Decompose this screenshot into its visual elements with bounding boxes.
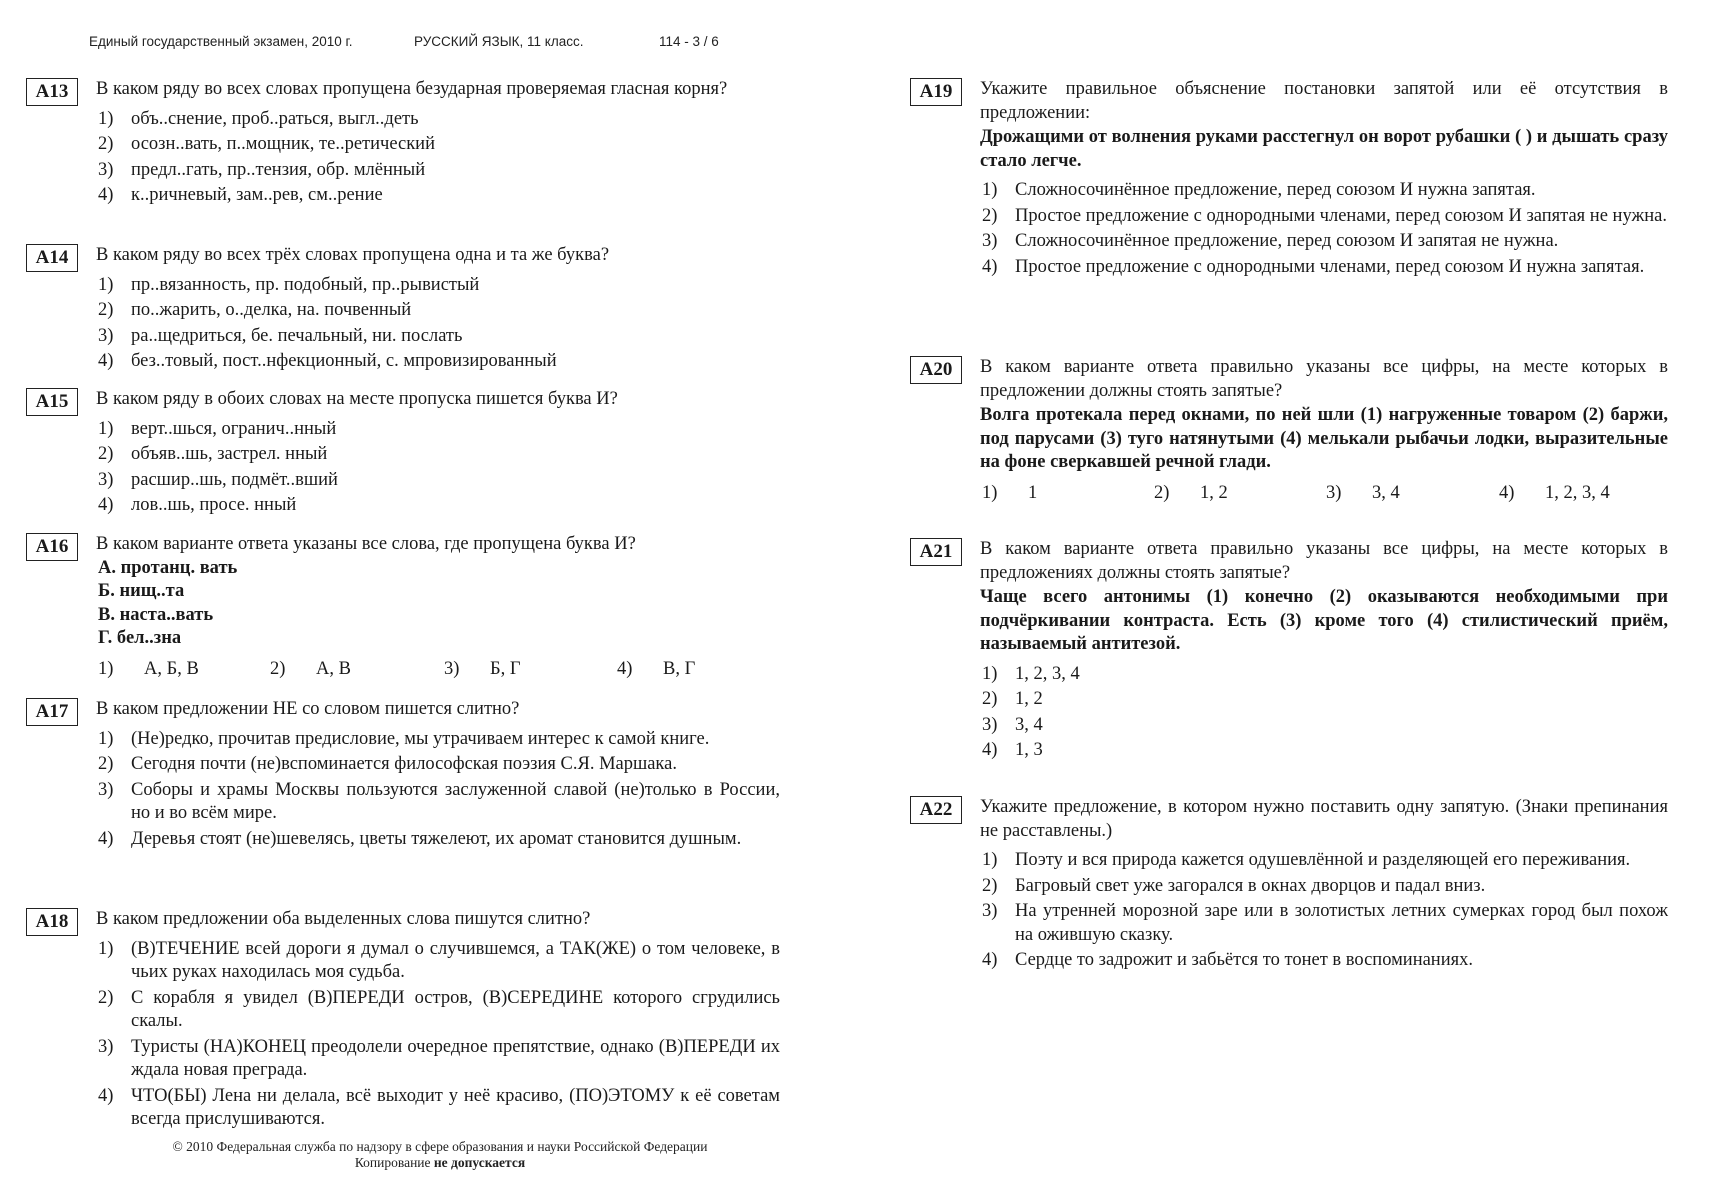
answer-option: 2) осозн..вать, п..мощник, те..ретический xyxy=(98,134,435,154)
exam-title: Единый государственный экзамен, 2010 г. xyxy=(89,34,353,49)
question-a17 xyxy=(26,698,780,851)
example-sentence: Волга протекала перед окнами, по ней шли (1) нагруженные товаром (2) баржи, под парусами (3) туго натянутыми (4) мелькали рыбачьи лодки, выразительные на фоне сверкавшей речной глади. xyxy=(980,405,1668,472)
answer-option: 3) 3, 4 xyxy=(982,714,1043,735)
question-a14 xyxy=(26,244,780,374)
answer-option: 2) по..жарить, о..делка, на. почвенный xyxy=(98,300,412,320)
answer-option: 1) пр..вязанность, пр. подобный, пр..рывистый xyxy=(98,274,480,295)
question-stem: В каком предложении оба выделенных слова пишутся слитно? xyxy=(96,909,591,929)
question-label: А13 xyxy=(26,78,78,106)
question-a21 xyxy=(910,538,1668,763)
question-a20 xyxy=(910,356,1668,506)
question-label: А21 xyxy=(910,538,962,566)
word-item: А. протанц. вать xyxy=(98,557,238,578)
answer-option: 2) Багровый свет уже загорался в окнах дворцов и падал вниз. xyxy=(982,875,1486,896)
page-footer xyxy=(90,1139,790,1171)
question-stem: В каком предложении НЕ со словом пишется слитно? xyxy=(96,699,520,719)
question-label: А20 xyxy=(910,356,962,384)
answer-option: 1) (Не)редко, прочитав предисловие, мы утрачиваем интерес к самой книге. xyxy=(98,728,710,749)
answer-option: 2) А, В xyxy=(270,658,351,679)
answer-option: 1) 1 xyxy=(982,482,1038,503)
answer-option: 4) Деревья стоят (не)шевелясь, цветы тяжелеют, их аромат становится душным. xyxy=(98,828,742,849)
question-label: А14 xyxy=(26,244,78,272)
answer-option: 3) предл..гать, пр..тензия, обр. млённый xyxy=(98,159,426,180)
question-a19 xyxy=(910,78,1668,279)
question-a22 xyxy=(910,796,1668,973)
question-label: А18 xyxy=(26,908,78,936)
question-a18 xyxy=(26,908,780,1132)
answer-option: 2) 1, 2 xyxy=(1154,482,1228,503)
answer-option: 4) 1, 2, 3, 4 xyxy=(1499,482,1610,503)
answer-option: 3) ра..щедриться, бе. печальный, ни. послать xyxy=(98,325,463,346)
answer-option: 4) 1, 3 xyxy=(982,740,1043,760)
question-stem: Укажите предложение, в котором нужно поставить одну запятую. (Знаки препинания не расставлены.) xyxy=(980,797,1668,841)
word-item: Б. нищ..та xyxy=(98,581,185,601)
question-stem: В каком варианте ответа правильно указаны все цифры, на месте которых в предложении должны стоять запятые? xyxy=(980,357,1668,401)
answer-option: 4) к..ричневый, зам..рев, см..рение xyxy=(98,185,383,205)
question-label: А17 xyxy=(26,698,78,726)
inline-answer-options xyxy=(96,658,780,682)
copy-notice: Копирование не допускается xyxy=(354,1155,526,1170)
answer-option: 3) 3, 4 xyxy=(1326,482,1400,503)
answer-option: 2) 1, 2 xyxy=(982,689,1043,709)
question-a15 xyxy=(26,388,780,518)
answer-option: 1) А, Б, В xyxy=(98,658,199,679)
answer-option: 1) Поэту и вся природа кажется одушевлённой и разделяющей его переживания. xyxy=(982,850,1631,870)
answer-option: 3) Сложносочинённое предложение, перед союзом И запятая не нужна. xyxy=(982,231,1559,251)
answer-option: 4) Сердце то задрожит и забьётся то тонет в воспоминаниях. xyxy=(982,950,1473,970)
inline-answer-options xyxy=(980,482,1668,506)
answer-option: 2) Простое предложение с однородными членами, перед союзом И запятая не нужна. xyxy=(982,205,1667,226)
answer-option: 3) На утренней морозной заре или в золотистых летних сумерках город был похож на ожившую сказку. xyxy=(982,901,1668,945)
question-stem: В каком варианте ответа указаны все слова, где пропущена буква И? xyxy=(96,534,636,554)
answer-option: 4) Простое предложение с однородными членами, перед союзом И нужна запятая. xyxy=(982,256,1645,277)
subject-title: РУССКИЙ ЯЗЫК, 11 класс. xyxy=(414,34,584,49)
copyright-line: © 2010 Федеральная служба по надзору в сфере образования и науки Российской Федерации xyxy=(172,1139,708,1154)
answer-option: 3) Туристы (НА)КОНЕЦ преодолели очередное препятствие, однако (В)ПЕРЕДИ их ждала новая преграда. xyxy=(98,1036,780,1080)
question-stem: В каком ряду во всех словах пропущена безударная проверяемая гласная корня? xyxy=(96,79,728,99)
answer-option: 2) Сегодня почти (не)вспоминается философская поэзия С.Я. Маршака. xyxy=(98,754,677,774)
answer-option: 2) объяв..шь, застрел. нный xyxy=(98,444,328,464)
answer-option: 1) Сложносочинённое предложение, перед союзом И нужна запятая. xyxy=(982,180,1536,200)
word-item: В. наста..вать xyxy=(98,604,214,625)
answer-option: 1) верт..шься, огранич..нный xyxy=(98,418,337,439)
question-a16 xyxy=(26,533,780,682)
answer-option: 3) Б, Г xyxy=(444,658,521,679)
answer-option: 3) Соборы и храмы Москвы пользуются заслуженной славой (не)только в России, но и во всём мире. xyxy=(98,779,780,823)
question-label: А22 xyxy=(910,796,962,824)
question-stem: В каком ряду в обоих словах на месте пропуска пишется буква И? xyxy=(96,389,618,409)
question-label: А19 xyxy=(910,78,962,106)
answer-option: 4) ЧТО(БЫ) Лена ни делала, всё выходит у неё красиво, (ПО)ЭТОМУ к её советам всегда прислушиваются. xyxy=(98,1085,780,1129)
answer-option: 1) (В)ТЕЧЕНИЕ всей дороги я думал о случившемся, а ТАК(ЖЕ) о том человеке, в чьих руках находилась моя судьба. xyxy=(98,938,780,982)
answer-option: 4) В, Г xyxy=(617,658,696,679)
question-stem: В каком варианте ответа правильно указаны все цифры, на месте которых в предложениях должны стоять запятые? xyxy=(980,539,1668,583)
answer-option: 4) лов..шь, просе. нный xyxy=(98,495,297,515)
word-item: Г. бел..зна xyxy=(98,628,182,648)
question-label: А16 xyxy=(26,533,78,561)
example-sentence: Дрожащими от волнения руками расстегнул он ворот рубашки ( ) и дышать сразу стало легче. xyxy=(980,127,1668,171)
question-stem: В каком ряду во всех трёх словах пропущена одна и та же буква? xyxy=(96,245,610,265)
question-a13 xyxy=(26,78,780,208)
answer-option: 3) расшир..шь, подмёт..вший xyxy=(98,469,338,490)
answer-option: 2) С корабля я увидел (В)ПЕРЕДИ остров, (В)СЕРЕДИНЕ которого сгрудились скалы. xyxy=(98,987,780,1031)
page-number: 114 - 3 / 6 xyxy=(659,34,719,49)
question-stem: Укажите правильное объяснение постановки запятой или её отсутствия в предложении: xyxy=(980,79,1668,123)
answer-option: 4) без..товый, пост..нфекционный, с. мпровизированный xyxy=(98,351,557,371)
answer-option: 1) 1, 2, 3, 4 xyxy=(982,663,1080,684)
question-label: А15 xyxy=(26,388,78,416)
example-sentence: Чаще всего антонимы (1) конечно (2) оказываются необходимыми при подчёркивании контраста. Есть (3) кроме того (4) стилистический приём, называемый антитезой. xyxy=(980,587,1668,654)
answer-option: 1) объ..снение, проб..раться, выгл..деть xyxy=(98,108,419,129)
